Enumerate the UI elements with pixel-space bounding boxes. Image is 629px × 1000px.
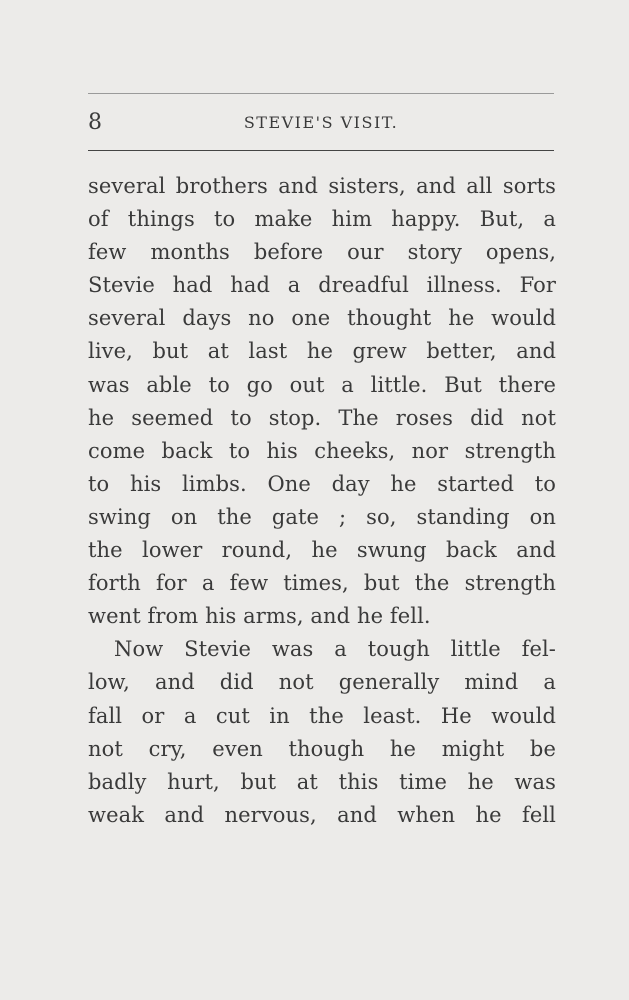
header-top-rule <box>88 93 554 94</box>
text-line: he seemed to stop. The roses did not <box>88 405 556 430</box>
header-bottom-rule <box>88 150 554 151</box>
text-line: live, but at last he grew better, and <box>88 339 556 364</box>
text-line: went from his arms, and he fell. <box>88 604 431 629</box>
running-header <box>88 108 554 138</box>
text-line: weak and nervous, and when he fell <box>88 802 556 827</box>
text-line: badly hurt, but at this time he was <box>88 769 556 794</box>
page-number: 8 <box>88 110 102 135</box>
text-line: swing on the gate ; so, standing on <box>88 504 556 529</box>
text-line: come back to his cheeks, nor strength <box>88 438 556 463</box>
text-line: several days no one thought he would <box>88 306 556 331</box>
text-line: was able to go out a little. But there <box>88 372 556 397</box>
text-line: of things to make him happy. But, a <box>88 207 556 232</box>
text-line: the lower round, he swung back and <box>88 538 556 563</box>
text-line: Stevie had had a dreadful illness. For <box>88 273 556 298</box>
text-line: not cry, even though he might be <box>88 736 556 761</box>
text-line: few months before our story opens, <box>88 240 556 265</box>
text-line: forth for a few times, but the strength <box>88 571 556 596</box>
text-line: Now Stevie was a tough little fel- <box>114 637 556 662</box>
text-line: fall or a cut in the least. He would <box>88 703 556 728</box>
text-line: to his limbs. One day he started to <box>88 471 556 496</box>
running-title: STEVIE'S VISIT. <box>243 113 399 132</box>
text-line: low, and did not generally mind a <box>88 670 556 695</box>
body-text <box>88 170 556 832</box>
text-line: several brothers and sisters, and all sorts <box>88 174 556 198</box>
